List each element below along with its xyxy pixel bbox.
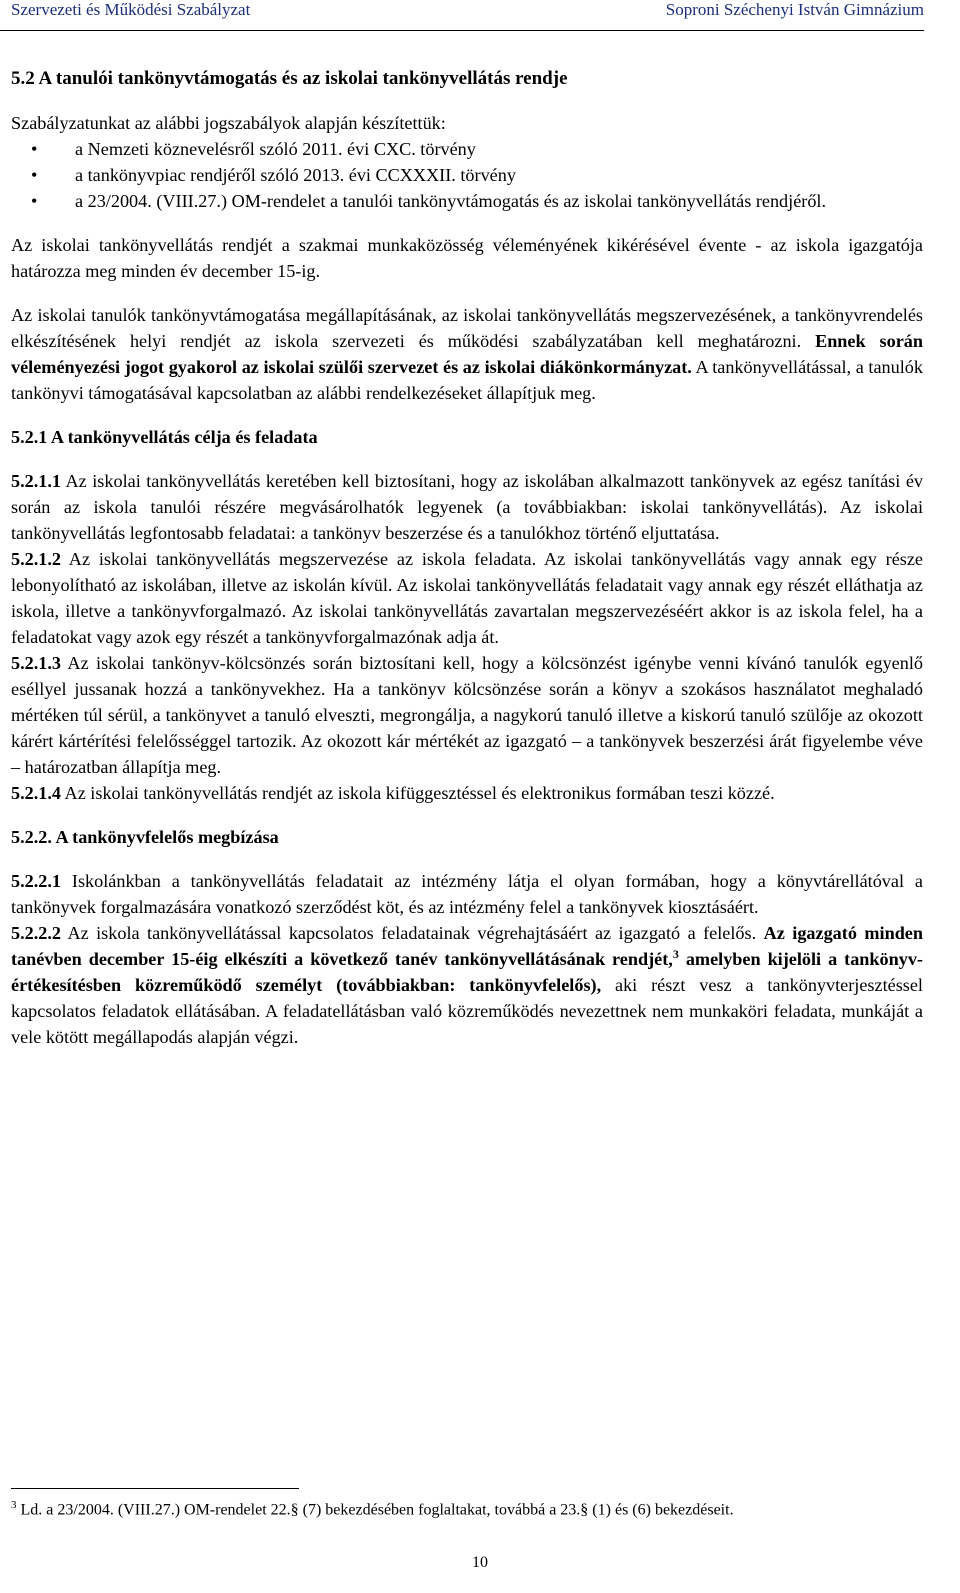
- laws-intro: Szabályzatunkat az alábbi jogszabályok alapján készítettük:: [11, 113, 446, 133]
- clause-5-2-2-1: 5.2.2.1 Iskolánkban a tankönyvellátás feladatait az intézmény látja el olyan formában, hogy a könyvtárellátóval a tankönyvek forgalmazására vonatkozó szerződést köt, és az intézmény felel a tankönyvek kiosztásáért.: [11, 871, 923, 917]
- clause-5-2-1-1: 5.2.1.1 Az iskolai tankönyvellátás keretében kell biztosítani, hogy az iskolában alkalmazott tankönyvek az egész tanítási év során az iskola tanulói részére megvásárolhatók legyenek (a továbbiakban: iskolai tankönyvellátás). Az iskolai tankönyvellátás legfontosabb feladatai: a tankönyv beszerzése és a tanulókhoz történő eljuttatása.: [11, 471, 923, 543]
- clause-5-2-1-3: 5.2.1.3 Az iskolai tankönyv-kölcsönzés során biztosítani kell, hogy a kölcsönzést igénybe venni kívánó tanulók egyenlő eséllyel jussanak hozzá a tankönyvekhez. Ha a tankönyv kölcsönzése során a könyv a szokásos használatot meghaladó mértéken túl sérül, a tankönyvet a tanuló elveszti, megrongálja, a nagykorú tanuló illetve a kiskorú tanuló szülője az okozott kárért kártérítési felelősséggel tartozik. Az okozott kár mértékét az igazgató – a tankönyvek beszerzési árát figyelembe véve – határozatban állapítja meg.: [11, 653, 923, 777]
- footnote-separator: [11, 1488, 299, 1489]
- law-item: • a 23/2004. (VIII.27.) OM-rendelet a tanulói tankönyvtámogatás és az iskolai tankönyvellátás rendjéről.: [75, 188, 923, 214]
- clause-5-2-2-2: 5.2.2.2 Az iskola tankönyvellátással kapcsolatos feladatainak végrehajtásáért az igazgató a felelős. Az igazgató minden tanévben december 15-éig elkészíti a következő tanév tankönyvellátásának rendjét,$^3$ amelyben kijelöli a tankönyv-értékesítésben közreműködő személyt (továbbiakban: tankönyvfelelős), aki részt vesz a tankönyvterjesztéssel kapcsolatos feladatok ellátásában. A feladatellátásban való közreműködés nevezettnek nem munkaköri feladata, munkáját a vele kötött megállapodás alapján végzi.: [11, 923, 923, 1047]
- footnote-number: 3: [11, 1499, 17, 1511]
- page-header: [0, 0, 960, 40]
- header-document-title: Szervezeti és Működési Szabályzat: [11, 0, 251, 19]
- clause-5-2-1-4: 5.2.1.4 Az iskolai tankönyvellátás rendjét az iskola kifüggesztéssel és elektronikus formában teszi közzé.: [11, 783, 775, 803]
- laws-list: [11, 136, 923, 214]
- section-title: 5.2 A tanulói tankönyvtámogatás és az iskolai tankönyvellátás rendje: [11, 68, 568, 89]
- subsection-title-goal: 5.2.1 A tankönyvellátás célja és feladata: [11, 427, 318, 447]
- clause-5-2-1-2: 5.2.1.2 Az iskolai tankönyvellátás megszervezése az iskola feladata. Az iskolai tankönyvellátás vagy annak egy része lebonyolítható az iskolában, illetve az iskolán kívül. Az iskolai tankönyvellátás feladatait vagy annak egy részét elláthatja az iskola, illetve a tankönyvforgalmazó. Az iskolai tankönyvellátás zavartalan megszervezéséért akkor is az iskola felel, ha a feladatokat vagy azok egy részét a tankönyvforgalmazónak adja át.: [11, 549, 923, 647]
- footnote: [11, 1494, 931, 1521]
- paragraph-yearly-rules: Az iskolai tankönyvellátás rendjét a szakmai munkaközösség véleményének kikérésével évente - az iskola igazgatója határozza meg minden év december 15-ig.: [11, 235, 923, 281]
- document-body: [11, 66, 923, 1050]
- header-school-name: Soproni Széchenyi István Gimnázium: [665, 0, 924, 19]
- law-item: • a Nemzeti köznevelésről szóló 2011. évi CXC. törvény: [75, 136, 923, 162]
- page-number: 10: [472, 1554, 488, 1571]
- header-rule: [0, 30, 924, 31]
- subsection-title-responsible: 5.2.2. A tankönyvfelelős megbízása: [11, 827, 279, 847]
- footnote-text: Ld. a 23/2004. (VIII.27.) OM-rendelet 22.§ (7) bekezdésében foglaltakat, továbbá a 23.§ (1) és (6) bekezdéseit.: [16, 1501, 734, 1519]
- footnote-reference: 3: [672, 946, 679, 961]
- paragraph-local-rules: Az iskolai tanulók tankönyvtámogatása megállapításának, az iskolai tankönyvellátás megszervezésének, a tankönyvrendelés elkészítésének helyi rendjét az iskola szervezeti és működési szabályzatában kell meghatározni. Ennek során véleményezési jogot gyakorol az iskolai szülői szervezet és az iskolai diákönkormányzat. A tankönyvellátással, a tanulók tankönyvi támogatásával kapcsolatban az alábbi rendelkezéseket állapítjuk meg.: [11, 305, 923, 403]
- law-item: • a tankönyvpiac rendjéről szóló 2013. évi CCXXXII. törvény: [75, 162, 923, 188]
